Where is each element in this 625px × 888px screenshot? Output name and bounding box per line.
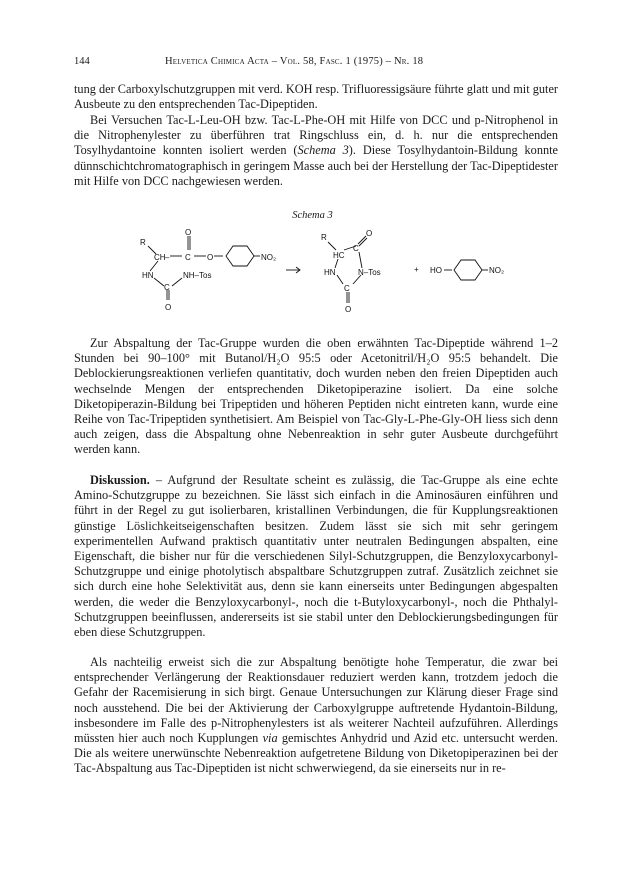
paragraph-5 — [74, 655, 558, 777]
paragraph-1-text: tung der Carboxylschutzgruppen mit verd. KOH resp. Trifluoressigsäure führte glatt und mit guter Ausbeute zu den entsprechenden Tac-Dipeptiden. — [74, 82, 558, 112]
paragraph-2-text-b: ). Diese Tosylhydantoin-Bildung konnte dünnschichtchromatographisch in geringem Masse auch bei der Herstellung der Tac-Dipeptidester mit Hilfe von DCC nachgewiesen werden. — [74, 143, 558, 188]
label-ch: CH — [154, 253, 166, 262]
schema-caption: Schema 3 — [292, 210, 333, 221]
label-c-carbonyl: C — [185, 253, 191, 262]
label-o-ring-top: O — [366, 229, 373, 238]
label-r-left: R — [140, 238, 146, 247]
page-header — [74, 56, 556, 70]
paragraph-4 — [74, 473, 558, 640]
label-c-ring-bottom: C — [344, 284, 350, 293]
label-no2-left: NO₂ — [261, 253, 277, 262]
label-n-tos: N–Tos — [358, 268, 381, 277]
label-hc: HC — [333, 251, 345, 260]
paragraph-2-text-a: Bei Versuchen Tac-L-Leu-OH bzw. Tac-L-Phe-OH mit Hilfe von DCC und p-Nitrophenol in die Nitrophenylester zu überführen trat Ringschluss ein, d. h. nur die entsprechenden Tosylhydantoine konnten isoliert werden ( — [74, 113, 558, 158]
label-no2-right: NO₂ — [489, 266, 505, 275]
discussion-heading: Diskussion. — [90, 473, 150, 487]
paragraph-3 — [74, 336, 558, 458]
schema-reference: Schema 3 — [297, 143, 349, 158]
label-ch-dash: – — [165, 253, 170, 262]
label-hn-left: HN — [142, 271, 154, 280]
label-o-ester: O — [207, 253, 214, 262]
label-hn-middle: HN — [324, 268, 336, 277]
paragraph-2 — [74, 113, 558, 189]
paragraph-3-text: Zur Abspaltung der Tac-Gruppe wurden die oben erwähnten Tac-Dipeptide während 1–2 Stunden bei 90–100° mit Butanol/H₂O 95:5 oder Acetonitril/H₂O 95:5 behandelt. Die Deblockierungsreaktionen verliefen quantitativ, doch wurden neben den freien Dipeptiden auch wechselnde Mengen der entsprechenden Diketopiperazine isoliert. Da eine solche Diketopiperazin-Bildung bei Tripeptiden und höheren Peptiden nicht eintreten kann, wurde eine Reihe von Tac-Tripeptiden synthetisiert. Am Beispiel von Tac-Gly-L-Phe-Gly-OH liess sich denn auch zeigen, dass die Abspaltung ohne Nebenreaktion in sehr guter Ausbeute durchgeführt werden kann. — [74, 336, 558, 457]
label-o-urea: O — [165, 303, 172, 312]
page-number: 144 — [74, 56, 90, 67]
paragraph-5-text-a: Als nachteilig erweist sich die zur Abspaltung benötigte hohe Temperatur, die zwar bei entsprechender Verlängerung der Reaktionsdauer reduziert werden kann, trotzdem jedoch die Gefahr der Racemisierung in sich birgt. Genaue Untersuchungen zur Klärung dieser Frage sind noch ausstehend. Die bei der Aktivierung der Carboxylgruppe auftretende Hydantoin-Bildung, insbesondere im Falle des p-Nitrophenylesters ist als weiterer Nachteil aufzuführen. Allerdings müssten hier auch noch Kupplungen — [74, 655, 558, 746]
paragraph-4-text: – Aufgrund der Resultate scheint es zulässig, die Tac-Gruppe als eine echte Amino-Schutzgruppe zu bezeichnen. Sie lässt sich einfach in die Aminosäuren einführen und führt in der Regel zu gut isolierbaren, kristallinen Verbindungen, die für Kupplungsreaktionen günstige Löslichkeitseigenschaften besitzen. Zudem lässt sie sich mit sehr geringem experimentellen Aufwand praktisch quantitativ unter neutralen Bedingungen abspalten, eine Eigenschaft, die bisher nur für die verschiedenen Silyl-Schutzgruppen, die Benzyloxycarbonyl-Schutzgruppe und einige photolytisch abspaltbare Schutzgruppen zutraf. Zusätzlich zeichnet sie sich durch eine hohe Selektivität aus, denn sie kann einerseits unter Bedingungen abgespalten werden, die weder die Benzyloxycarbonyl-, noch die t-Butyloxycarbonyl-, noch die Phthalyl-Schutzgruppen beeinflussen, andererseits ist sie stabil unter den Deblockierungsbedingungen für eben diese Schutzgruppen. — [74, 473, 558, 640]
via-emphasis: via — [262, 731, 278, 746]
label-ho: HO — [430, 266, 442, 275]
paragraph-1 — [74, 82, 558, 112]
label-o-ring-bottom: O — [345, 305, 352, 314]
label-plus: + — [414, 265, 419, 274]
label-c-ring: C — [353, 244, 359, 253]
label-nh-tos: NH–Tos — [183, 271, 212, 280]
running-title: Helvetica Chimica Acta – Vol. 58, Fasc. 1 (1975) – Nr. 18 — [165, 56, 424, 67]
label-c-urea: C — [164, 283, 170, 292]
paragraph-5-text-b: gemischtes Anhydrid und Azid etc. untersucht werden. Die als weitere unerwünschte Nebenreaktion aufgetretene Bildung von Diketopiperazinen bei der Tac-Abspaltung aus Tac-Dipeptiden ist nicht schwerwiegend, da sie einerseits nur in re- — [74, 731, 558, 776]
label-r-middle: R — [321, 233, 327, 242]
reaction-scheme — [130, 228, 550, 318]
reaction-scheme-drawing — [130, 228, 550, 318]
label-o-carbonyl: O — [185, 228, 192, 237]
